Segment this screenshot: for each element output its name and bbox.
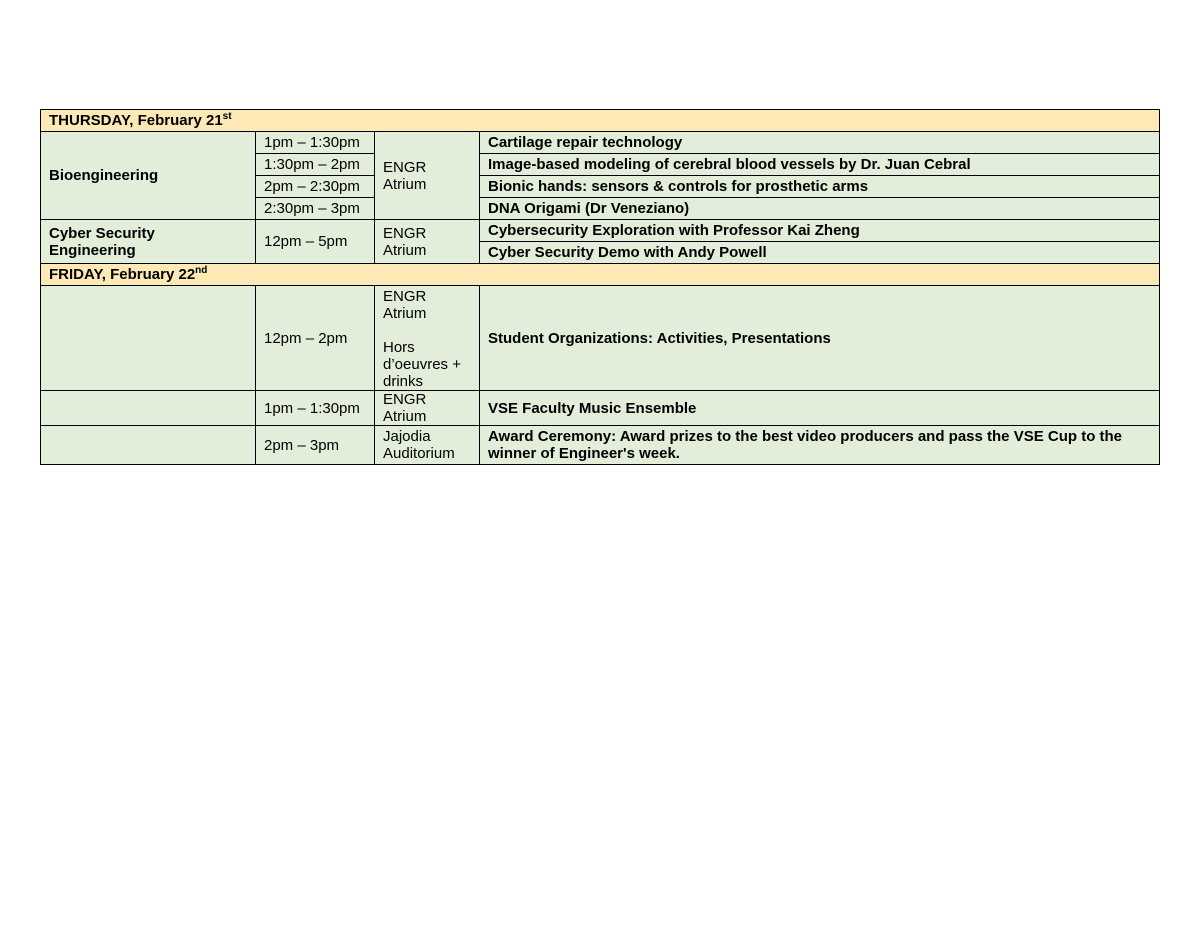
time-cell: 12pm – 5pm bbox=[256, 220, 375, 264]
table-row bbox=[41, 426, 1160, 465]
department-cell bbox=[41, 426, 256, 465]
day-label: FRIDAY, February 22 bbox=[49, 266, 196, 283]
location-cell: ENGR Atrium bbox=[375, 132, 480, 220]
department-cell bbox=[41, 220, 256, 264]
time-cell: 2pm – 3pm bbox=[256, 426, 375, 465]
location-line: ENGR Atrium bbox=[383, 288, 427, 322]
department-cell bbox=[41, 391, 256, 426]
topic-cell: VSE Faculty Music Ensemble bbox=[480, 391, 1160, 426]
table-row bbox=[41, 286, 1160, 391]
thursday-header-row bbox=[41, 110, 1160, 132]
topic-cell: Cyber Security Demo with Andy Powell bbox=[480, 242, 1160, 264]
department-line: Cyber Security bbox=[49, 224, 155, 242]
day-label: THURSDAY, February 21 bbox=[49, 112, 223, 129]
location-cell bbox=[375, 426, 480, 465]
time-cell: 1pm – 1:30pm bbox=[256, 132, 375, 154]
location-cell bbox=[375, 286, 480, 391]
location-line: Jajodia bbox=[383, 428, 431, 445]
topic-cell: Cartilage repair technology bbox=[480, 132, 1160, 154]
friday-header-row bbox=[41, 264, 1160, 286]
location-note: Hors d’oeuvres + drinks bbox=[383, 339, 461, 390]
day-header-friday bbox=[41, 264, 1160, 286]
day-suffix: nd bbox=[195, 265, 208, 276]
time-cell: 1:30pm – 2pm bbox=[256, 154, 375, 176]
department-line: Engineering bbox=[49, 241, 136, 259]
time-cell: 1pm – 1:30pm bbox=[256, 391, 375, 426]
department-cell: Bioengineering bbox=[41, 132, 256, 220]
topic-cell: Student Organizations: Activities, Presentations bbox=[480, 286, 1160, 391]
time-cell: 2pm – 2:30pm bbox=[256, 176, 375, 198]
day-header-thursday bbox=[41, 110, 1160, 132]
topic-cell: Award Ceremony: Award prizes to the best video producers and pass the VSE Cup to the winner of Engineer's week. bbox=[480, 426, 1160, 465]
department-cell bbox=[41, 286, 256, 391]
topic-cell: Cybersecurity Exploration with Professor Kai Zheng bbox=[480, 220, 1160, 242]
time-cell: 2:30pm – 3pm bbox=[256, 198, 375, 220]
topic-cell: DNA Origami (Dr Veneziano) bbox=[480, 198, 1160, 220]
topic-cell: Image-based modeling of cerebral blood vessels by Dr. Juan Cebral bbox=[480, 154, 1160, 176]
location-cell: ENGR Atrium bbox=[375, 391, 480, 426]
topic-cell: Bionic hands: sensors & controls for prosthetic arms bbox=[480, 176, 1160, 198]
location-line: Auditorium bbox=[383, 445, 455, 462]
location-spacer bbox=[383, 322, 471, 339]
events-schedule-table bbox=[40, 109, 1160, 465]
time-cell: 12pm – 2pm bbox=[256, 286, 375, 391]
table-row bbox=[41, 391, 1160, 426]
table-row bbox=[41, 220, 1160, 242]
day-suffix: st bbox=[222, 111, 232, 122]
table-row bbox=[41, 132, 1160, 154]
location-cell: ENGR Atrium bbox=[375, 220, 480, 264]
